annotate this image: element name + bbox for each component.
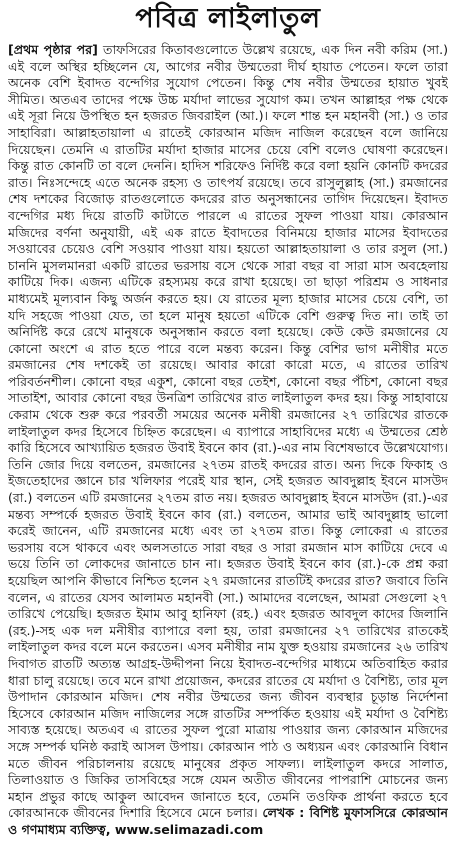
article-body bbox=[8, 42, 448, 854]
author-website: www.selimazadi.com bbox=[110, 821, 264, 837]
article-title: পবিত্র লাইলাতুল bbox=[135, 3, 321, 34]
continued-from-front-page-label: [প্রথম পৃষ্ঠার পর] bbox=[8, 42, 98, 57]
article-body-text: তাফসিরের কিতাবগুলোতে উল্লেখ রয়েছে, এক দিন নবী করিম (সা.) এই বলে অস্থির হচ্ছিলেন যে, আগের নবীর উম্মতেরা দীর্ঘ হায়াত পেতেন। ফলে তারা অনেক বেশি ইবাদত বন্দেগির সুযোগ পেতেন। কিন্তু শেষ নবীর উম্মতের হায়াত খুবই সীমিত। অতএব তাদের পক্ষে উচ্চ মর্যাদা লাভের সুযোগ কম। তখন আল্লাহর পক্ষ থেকে এই সূরা নিয়ে উপস্থিত হন হজরত জিবরাইল (আ.)। ফলে শান্ত হন মহানবী (সা.) ও তার সাহাবিরা। আল্লাহতায়ালা এ রাতেই কোরআন মজিদ নাজিল করেছেন বলে জানিয়ে দিয়েছেন। তেমনি এ রাতটির মর্যাদা হাজার মাসের চেয়ে বেশি বলেও ঘোষণা করেছেন। কিন্তু রাত কোনটি তা বলে দেননি। হাদিস শরিফেও নির্দিষ্ট করে বলা হয়নি কোনটি কদরের রাত। নিঃসন্দেহে এতে অনেক রহস্য ও তাৎপর্য রয়েছে। তবে রাসুলুল্লাহ (সা.) রমজানের শেষ দশকের বিজোড় রাতগুলোতে কদরের রাত অনুসন্ধানের তাগিদ দিয়েছেন। ইবাদত বন্দেগির মধ্য দিয়ে রাতটি কাটাতে পারলে এ রাতের সুফল পাওয়া যায়। কোরআন মজিদের বর্ণনা অনুযায়ী, এই এক রাতে ইবাদতের বিনিময়ে হাজার মাসের ইবাদতের সওয়াবের চেয়েও বেশি সওয়াব পাওয়া যায়। হয়তো আল্লাহতায়ালা ও তার রসুল (সা.) চাননি মুসলমানরা একটি রাতের ভরসায় বসে থেকে সারা বছর বা সারা মাস অবহেলায় কাটিয়ে দিক। এজন্য এটিকে রহস্যময় করে রাখা হয়েছে। তা ছাড়া পরিশ্রম ও সাধনার মাধ্যমেই মূল্যবান কিছু অর্জন করতে হয়। যে রাতের মূল্য হাজার মাসের চেয়ে বেশি, তা যদি সহজে পাওয়া যেত, তা হলে মানুষ হয়তো এটিকে বেশি গুরুত্ব দিত না। তাই তা অনির্দিষ্ট করে রেখে মানুষকে অনুসন্ধান করতে বলা হয়েছে। কেউ কেউ রমজানের যে কোনো অংশে এ রাত হতে পারে বলে মন্তব্য করেন। কিন্তু বেশির ভাগ মনীষীর মতে রমজানের শেষ দশকেই তা রয়েছে। আবার কারো কারো মতে, এ রাতের তারিখ পরিবর্তনশীল। কোনো বছর একুশ, কোনো বছর তেইশ, কোনো বছর পঁচিশ, কোনো বছর সাতাইশ, আবার কোনো বছর উনত্রিশ তারিখের রাত লাইলাতুল কদর হয়। কিন্তু সাহাবায়ে কেরাম থেকে শুরু করে পরবর্তী সময়ের অনেক মনীষী রমজানের ২৭ তারিখের রাতকে লাইলাতুল কদর হিসেবে চিহ্নিত করেছেন। এ ব্যাপারে সাহাবিদের মধ্যে এ উম্মতের শ্রেষ্ঠ কারি হিসেবে আখ্যায়িত হজরত উবাই ইবনে কাব (রা.)-এর নাম বিশেষভাবে উল্লেখযোগ্য। তিনি জোর দিয়ে বলতেন, রমজানের ২৭তম রাতই কদরের রাত। অন্য দিকে ফিকাহ ও ইজতেহাদের জ্ঞানে চার খলিফার পরেই যার স্থান, সেই হজরত আবদুল্লাহ ইবনে মাসউদ (রা.) বলতেন এটি রমজানের ২৭তম রাত নয়। হজরত আবদুল্লাহ ইবনে মাসউদ (রা.)-এর মন্তব্য সম্পর্কে হজরত উবাই ইবনে কাব (রা.) বলতেন, আমার ভাই আবদুল্লাহ ভালো করেই জানেন, এটি রমজানের মধ্যে এবং তা ২৭তম রাত। কিন্তু লোকেরা এ রাতের ভরসায় বসে থাকবে এবং অলসতাতে সারা বছর ও সারা রমজান মাস কাটিয়ে দেবে এ ভয়ে তিনি তা লোকদের জানাতে চান না। হজরত উবাই ইবনে কাব (রা.)-কে প্রশ্ন করা হয়েছিল আপনি কীভাবে নিশ্চিত হলেন ২৭ রমজানের রাতটিই কদরের রাত? জবাবে তিনি বলেন, এ রাতের যেসব আলামত মহানবী (সা.) আমাদের বলেছেন, আমরা সেগুলো ২৭ তারিখে পেয়েছি। হজরত ইমাম আবু হানিফা (রহ.) এবং হজরত আবদুল কাদের জিলানি (রহ.)-সহ এক দল মনীষীর ব্যাপারে বলা হয়, তারা রমজানের ২৭ তারিখের রাতকেই লাইলাতুল কদর বলে মনে করতেন। এসব মনীষীর নাম যুক্ত হওয়ায় রমজানের ২৬ তারিখ দিবাগত রাতটি অত্যন্ত আগ্রহ-উদ্দীপনা নিয়ে ইবাদত-বন্দেগির মাধ্যমে অতিবাহিত করার ধারা চালু রয়েছে। তবে মনে রাখা প্রয়োজন, কদরের রাতের যে মর্যাদা ও বৈশিষ্ট্য, তার মূল উপাদান কোরআন মজিদ। শেষ নবীর উম্মতের জন্য জীবন ব্যবস্থার চূড়ান্ত নির্দেশনা হিসেবে কোরআন মজিদ নাজিলের সঙ্গে রাতটির সম্পর্কিত হওয়ায় এই মর্যাদা ও বৈশিষ্ট্য সাব্যস্ত হয়েছে। অতএব এ রাতের সুফল পুরো মাত্রায় পাওয়ার জন্য কোরআন মজিদের সঙ্গে সম্পর্ক ঘনিষ্ঠ করাই আসল উপায়। কোরআন পাঠ ও অধ্যয়ন এবং কোরআনি বিধান মতে জীবন পরিচালনায় রয়েছে মানুষের প্রকৃত সাফল্য। লাইলাতুল কদরে সালাত, তিলাওয়াত ও জিকির তাসবিহের সঙ্গে যেমন অতীত জীবনের পাপরাশি মোচনের জন্য মহান প্রভুর কাছে আকুল আবেদন জানাতে হবে, তেমনি তওফিক প্রার্থনা করতে হবে কোরআনকে জীবনের দিশারি হিসেবে মেনে চলার। bbox=[8, 42, 448, 821]
author-credit: লেখক : বিশিষ্ট মুফাসসিরে কোরআন ও গণমাধ্যম ব্যক্তিত্ব, bbox=[8, 805, 448, 837]
